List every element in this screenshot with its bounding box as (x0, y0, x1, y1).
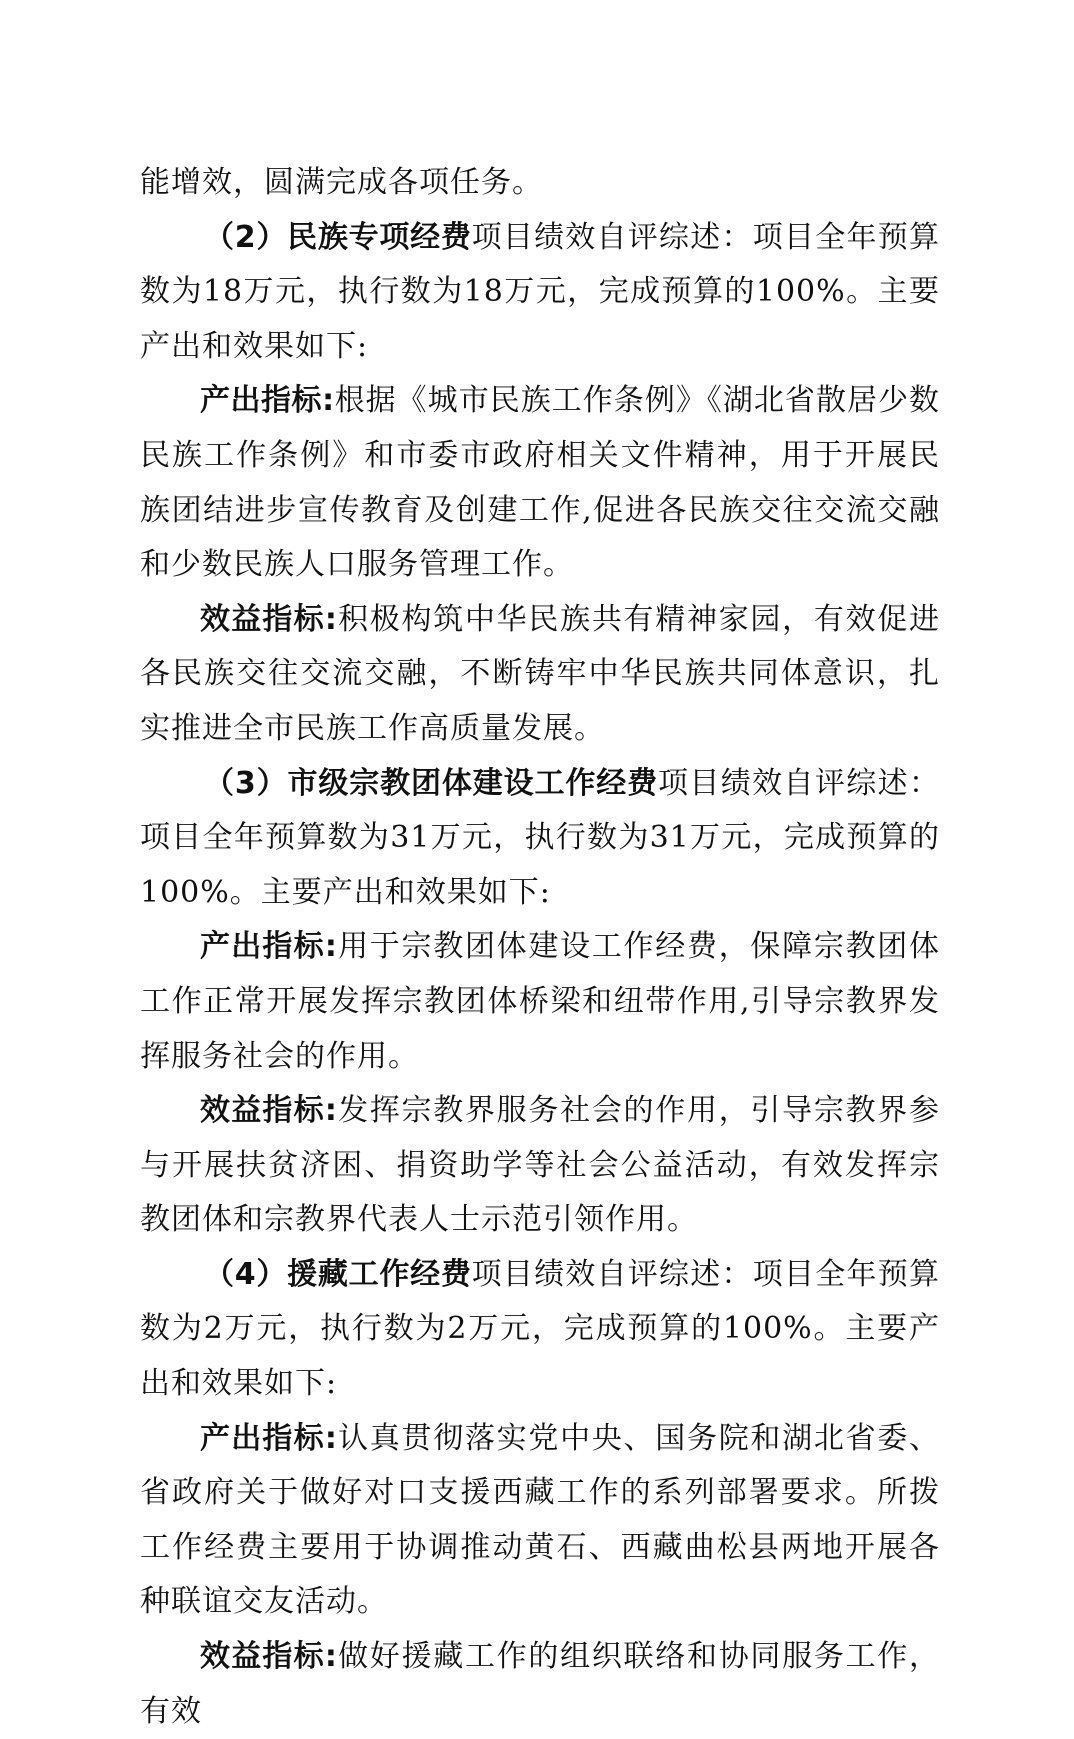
paragraph-continuation (140, 156, 940, 211)
indicator-label: 效益指标: (200, 1093, 338, 1129)
paragraph-text: 用于宗教团体建设工作经费，保障宗教团体工作正常开展发挥宗教团体桥梁和纽带作用,引导宗教界发挥服务社会的作用。 (140, 929, 941, 1074)
section-title: （4）援藏工作经费 (204, 1256, 472, 1292)
indicator-label: 产出指标: (200, 1420, 338, 1456)
output-indicator-paragraph (140, 920, 940, 1084)
benefit-indicator-paragraph (140, 1084, 940, 1248)
paragraph-text: 能增效，圆满完成各项任务。 (140, 165, 543, 200)
indicator-label: 效益指标: (200, 601, 338, 637)
indicator-label: 产出指标: (200, 929, 338, 965)
section-heading-ethnic-fund (140, 211, 940, 375)
paragraph-text: 认真贯彻落实党中央、国务院和湖北省委、省政府关于做好对口支援西藏工作的系列部署要求。所拨工作经费主要用于协调推动黄石、西藏曲松县两地开展各种联谊交友活动。 (140, 1420, 941, 1620)
benefit-indicator-paragraph (140, 593, 940, 757)
paragraph-text: 根据《城市民族工作条例》《湖北省散居少数民族工作条例》和市委市政府相关文件精神，用于开展民族团结进步宣传教育及创建工作,促进各民族交往交流交融和少数民族人口服务管理工作。 (140, 383, 941, 583)
output-indicator-paragraph (140, 1412, 940, 1630)
indicator-label: 效益指标: (200, 1639, 338, 1675)
paragraph-text: 发挥宗教界服务社会的作用，引导宗教界参与开展扶贫济困、捐资助学等社会公益活动，有效发挥宗教团体和宗教界代表人士示范引领作用。 (140, 1093, 941, 1238)
paragraph-text: 项目绩效自评综述：项目全年预算数为31万元，执行数为31万元，完成预算的100%。主要产出和效果如下: (140, 765, 940, 910)
paragraph-text: 项目绩效自评综述：项目全年预算数为2万元，执行数为2万元，完成预算的100%。主要产出和效果如下: (140, 1256, 941, 1402)
indicator-label: 产出指标: (200, 383, 335, 419)
paragraph-text: 做好援藏工作的组织联络和协同服务工作，有效 (140, 1639, 941, 1729)
section-title: （3）市级宗教团体建设工作经费 (204, 765, 658, 801)
section-heading-religious-fund (140, 757, 940, 921)
document-body (140, 156, 940, 1739)
section-title: （2）民族专项经费 (204, 219, 472, 255)
output-indicator-paragraph (140, 374, 940, 592)
paragraph-text: 项目绩效自评综述：项目全年预算数为18万元，执行数为18万元，完成预算的100%。主要产出和效果如下: (140, 219, 941, 364)
benefit-indicator-paragraph (140, 1630, 940, 1739)
section-heading-tibet-fund (140, 1248, 940, 1412)
paragraph-text: 积极构筑中华民族共有精神家园，有效促进各民族交往交流交融，不断铸牢中华民族共同体意识，扎实推进全市民族工作高质量发展。 (140, 601, 941, 746)
